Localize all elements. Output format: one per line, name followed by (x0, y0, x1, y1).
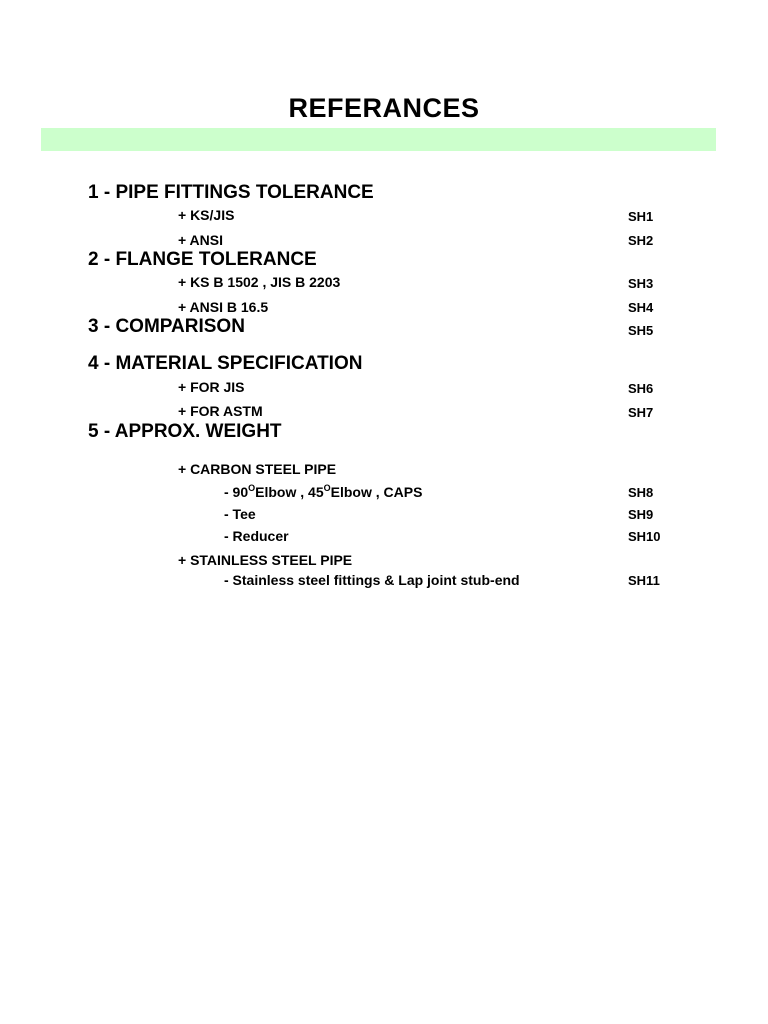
section-approx-weight: 5 - APPROX. WEIGHT (88, 421, 282, 442)
item-for-jis: + FOR JIS (178, 379, 245, 395)
sheet-ref-sh6[interactable]: SH6 (628, 381, 654, 396)
section-material-specification: 4 - MATERIAL SPECIFICATION (88, 353, 363, 374)
subitem-tee: - Tee (224, 506, 256, 522)
section-flange-tolerance: 2 - FLANGE TOLERANCE (88, 249, 317, 270)
item-ansi-b-16-5: + ANSI B 16.5 (178, 299, 269, 315)
item-ks-b-1502: + KS B 1502 , JIS B 2203 (178, 274, 341, 290)
subitem-elbows-caps (224, 484, 422, 500)
sheet-ref-sh2[interactable]: SH2 (628, 233, 654, 248)
elbow-45-text: Elbow , 45 (255, 484, 324, 500)
section-comparison: 3 - COMPARISON (88, 316, 245, 337)
sheet-ref-sh7[interactable]: SH7 (628, 405, 654, 420)
sheet-ref-sh10[interactable]: SH10 (628, 529, 661, 544)
degree-mark: O (248, 483, 256, 493)
item-ansi: + ANSI (178, 232, 223, 248)
section-pipe-fittings-tolerance: 1 - PIPE FITTINGS TOLERANCE (88, 182, 374, 203)
caps-text: Elbow , CAPS (330, 484, 423, 500)
sheet-ref-sh11[interactable]: SH11 (628, 573, 660, 588)
elbow-90-text: - 90 (224, 484, 249, 500)
subitem-reducer: - Reducer (224, 528, 289, 544)
degree-mark: O (323, 483, 331, 493)
item-carbon-steel-pipe: + CARBON STEEL PIPE (178, 461, 337, 477)
item-stainless-steel-pipe: + STAINLESS STEEL PIPE (178, 552, 353, 568)
sheet-ref-sh1[interactable]: SH1 (628, 209, 654, 224)
title-band (41, 128, 716, 151)
subitem-stainless-fittings-stub-end: - Stainless steel fittings & Lap joint stub-end (224, 572, 520, 588)
sheet-ref-sh3[interactable]: SH3 (628, 276, 654, 291)
page-title: REFERANCES (288, 93, 480, 123)
sheet-ref-sh9[interactable]: SH9 (628, 507, 654, 522)
item-for-astm: + FOR ASTM (178, 403, 263, 419)
item-ks-jis: + KS/JIS (178, 207, 235, 223)
sheet-ref-sh8[interactable]: SH8 (628, 485, 654, 500)
sheet-ref-sh5[interactable]: SH5 (628, 323, 654, 338)
sheet-ref-sh4[interactable]: SH4 (628, 300, 654, 315)
